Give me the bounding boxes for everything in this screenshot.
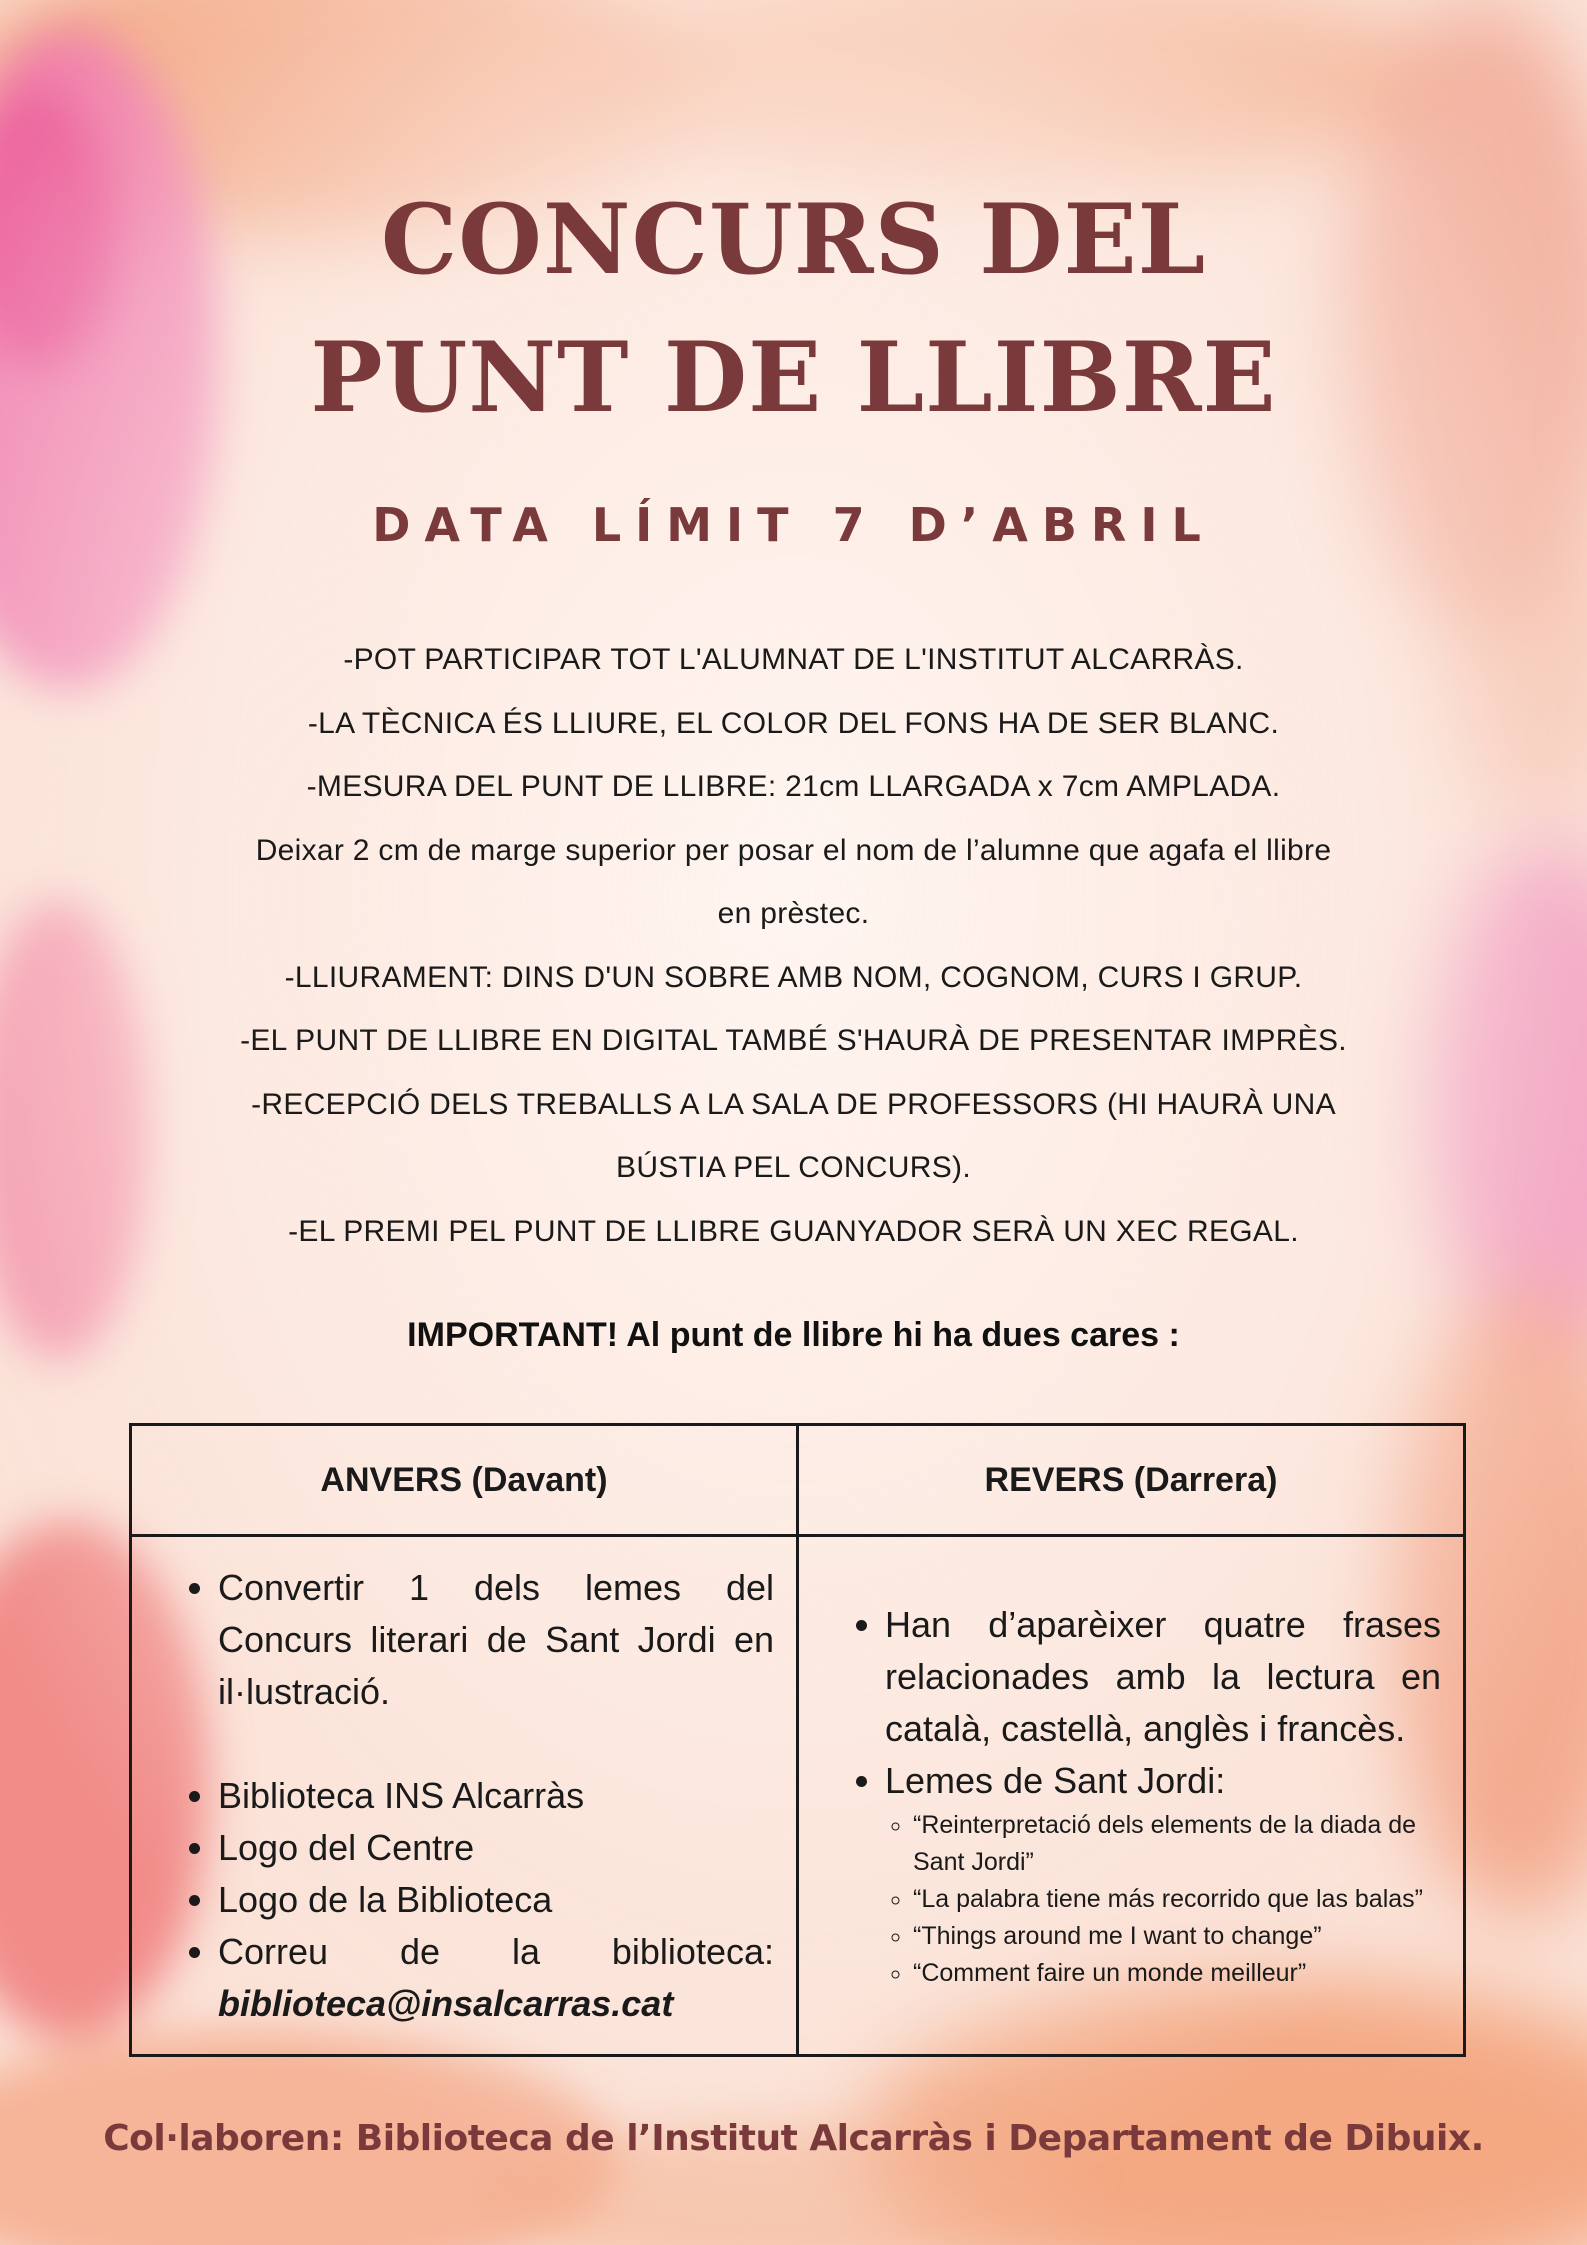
list-item: • Convertir 1 dels lemes del Concurs literari de Sant Jordi en il·lustració.	[218, 1562, 774, 1718]
mottos-list	[885, 1807, 1441, 1992]
email-label: Correu de la biblioteca:	[218, 1930, 774, 1972]
rule-line: -MESURA DEL PUNT DE LLIBRE: 21cm LLARGADA x 7cm AMPLADA.	[306, 770, 1281, 803]
important-note: IMPORTANT! Al punt de llibre hi ha dues cares :	[407, 1316, 1180, 1354]
rule-line: en prèstec.	[717, 897, 870, 930]
rule-line: -RECEPCIÓ DELS TREBALLS A LA SALA DE PROFESSORS (HI HAURÀ UNA	[251, 1087, 1336, 1121]
list-item-mottos	[885, 1755, 1441, 1992]
rule-line: -LA TÈCNICA ÉS LLIURE, EL COLOR DEL FONS HA DE SER BLANC.	[307, 706, 1280, 740]
poster-title-line2: PUNT DE LLIBRE	[310, 321, 1277, 434]
list-item: • Biblioteca INS Alcarràs	[218, 1770, 774, 1822]
list-item: • Logo del Centre	[218, 1822, 774, 1874]
rule-line: -EL PUNT DE LLIBRE EN DIGITAL TAMBÉ S'HAURÀ DE PRESENTAR IMPRÈS.	[240, 1024, 1347, 1057]
front-face-header: ANVERS (Davant)	[131, 1425, 798, 1536]
table-row	[131, 1536, 1465, 2056]
front-face-list	[132, 1562, 796, 2030]
list-item-email	[218, 1926, 774, 2030]
rule-line: -LLIURAMENT: DINS D'UN SOBRE AMB NOM, COGNOM, CURS I GRUP.	[284, 960, 1303, 994]
rule-line: -POT PARTICIPAR TOT L'ALUMNAT DE L'INSTITUT ALCARRÀS.	[343, 643, 1244, 676]
rules-list	[160, 628, 1427, 1263]
rule-line: Deixar 2 cm de marge superior per posar el nom de l’alumne que agafa el llibre	[255, 833, 1332, 867]
table-header-row	[131, 1425, 1465, 1536]
rule-line: BÚSTIA PEL CONCURS).	[616, 1151, 971, 1184]
motto-item: ◦ “Comment faire un monde meilleur”	[913, 1955, 1441, 1992]
back-face-header: REVERS (Darrera)	[798, 1425, 1465, 1536]
back-face-cell	[798, 1536, 1465, 2056]
back-face-list	[799, 1599, 1463, 1992]
list-item: • Logo de la Biblioteca	[218, 1874, 774, 1926]
mottos-label: Lemes de Sant Jordi:	[885, 1760, 1226, 1801]
deadline-heading: DATA LÍMIT 7 D’ABRIL	[372, 498, 1215, 552]
bookmark-faces-table	[129, 1423, 1466, 2057]
rule-line: -EL PREMI PEL PUNT DE LLIBRE GUANYADOR SERÀ UN XEC REGAL.	[288, 1214, 1299, 1248]
list-item: • Han d’aparèixer quatre frases relacionades amb la lectura en català, castellà, anglès i francès.	[885, 1599, 1441, 1755]
collaborators-footer: Col·laboren: Biblioteca de l’Institut Alcarràs i Departament de Dibuix.	[103, 2118, 1484, 2159]
motto-item: ◦ “Reinterpretació dels elements de la diada de Sant Jordi”	[913, 1807, 1441, 1881]
front-face-cell	[131, 1536, 798, 2056]
motto-item: ◦ “Things around me I want to change”	[913, 1918, 1441, 1955]
library-email: biblioteca@insalcarras.cat	[218, 1982, 674, 2024]
motto-item: ◦ “La palabra tiene más recorrido que las balas”	[913, 1881, 1441, 1918]
poster-title-line1: CONCURS DEL	[380, 183, 1207, 296]
